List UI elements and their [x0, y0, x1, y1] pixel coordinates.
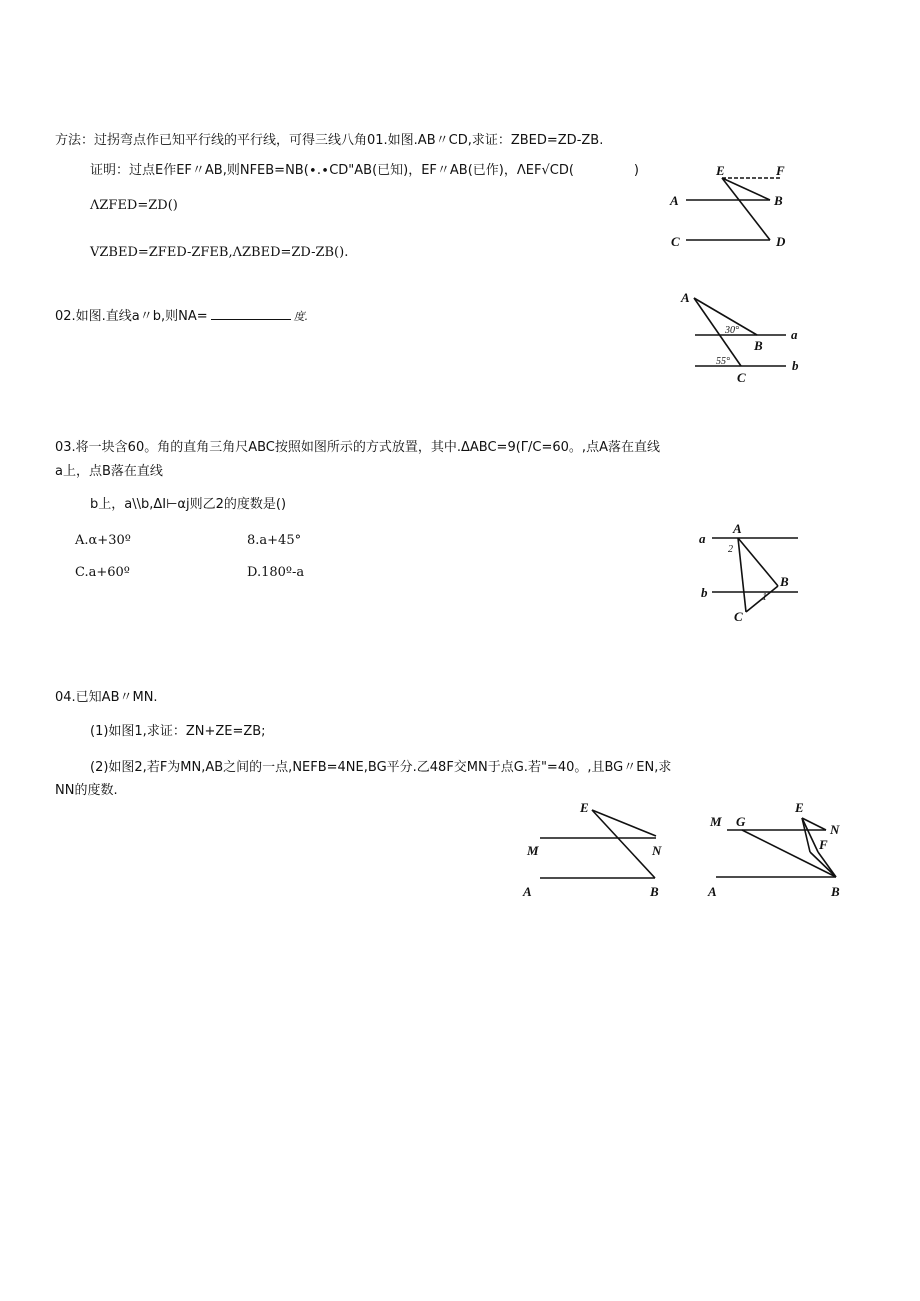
- label-M: M: [710, 814, 722, 829]
- label-B: B: [831, 884, 840, 899]
- label-M: M: [527, 843, 539, 858]
- angle-1: 1: [762, 592, 767, 603]
- label-F: F: [776, 163, 785, 178]
- q1-proof-step2: ΛZFED=ZD(): [90, 198, 178, 213]
- q3-line2: a上，点B落在直线: [55, 464, 163, 479]
- q3-option-c: C.a+60º: [75, 565, 130, 580]
- label-A: A: [670, 193, 679, 208]
- label-B: B: [650, 884, 659, 899]
- q2-unit: 度.: [293, 310, 309, 323]
- q1-proof-text: 证明：过点E作EF〃AB,则NFEB=NB(∙.∙CD"AB(已知)，EF〃AB(已作)，ΛEF√CD(: [90, 163, 574, 178]
- label-N: N: [652, 843, 662, 858]
- q4-figure-1: [522, 800, 662, 899]
- q3-option-d: D.180º-a: [247, 565, 305, 580]
- q2-figure: [680, 290, 799, 385]
- label-B: B: [780, 574, 789, 589]
- q3-line3: b上，a\\b,ΔI⊢αj则乙2的度数是(): [90, 497, 287, 512]
- q4-figure-2: [707, 800, 840, 899]
- label-b: b: [701, 585, 708, 600]
- label-A: A: [681, 290, 690, 305]
- label-C: C: [737, 370, 746, 385]
- q4-line1: 04.已知AB〃MN.: [55, 690, 158, 705]
- q3-option-b: 8.a+45°: [247, 533, 302, 548]
- q1-figure: [669, 163, 786, 249]
- label-C: C: [734, 609, 743, 624]
- label-b: b: [792, 358, 799, 373]
- q1-method-line: 方法：过拐弯点作已知平行线的平行线，可得三线八角01.如图.AB〃CD,求证：ZBED=ZD-ZB.: [55, 133, 604, 148]
- label-E: E: [580, 800, 589, 815]
- angle-30: 30°: [725, 325, 739, 336]
- angle-55: 55°: [716, 356, 730, 367]
- label-a: a: [699, 531, 706, 546]
- label-G: G: [736, 814, 746, 829]
- q3-figure: [699, 521, 798, 624]
- label-A: A: [523, 884, 532, 899]
- q3-line1: 03.将一块含60。角的直角三角尺ABC按照如图所示的方式放置，其中.ΔABC=9(Γ/C=60。,点A落在直线: [55, 440, 660, 455]
- label-B: B: [754, 338, 763, 353]
- q4-part2-cont: NN的度数.: [55, 783, 118, 798]
- label-a: a: [791, 327, 798, 342]
- q1-proof-close: ): [633, 163, 639, 178]
- label-N: N: [830, 822, 840, 837]
- q4-part1: (1)如图1,求证：ZN+ZE=ZB;: [90, 724, 266, 739]
- label-C: C: [671, 234, 680, 249]
- q2-text: 02.如图.直线a〃b,则NA=: [55, 309, 208, 324]
- label-E: E: [795, 800, 804, 815]
- label-A: A: [733, 521, 742, 536]
- label-B: B: [774, 193, 783, 208]
- label-F: F: [819, 837, 828, 852]
- q3-option-a: A.α+30º: [75, 533, 131, 548]
- label-E: E: [716, 163, 725, 178]
- q1-proof-step3: VZBED=ZFED-ZFEB,ΛZBED=ZD-ZB().: [90, 245, 349, 260]
- angle-2: 2: [728, 544, 733, 555]
- label-A: A: [708, 884, 717, 899]
- label-D: D: [776, 234, 786, 249]
- q4-part2: (2)如图2,若F为MN,AB之间的一点,NEFB=4NE,BG平分.乙48F交MN于点G.若"=40。,且BG〃EN,求: [90, 760, 672, 775]
